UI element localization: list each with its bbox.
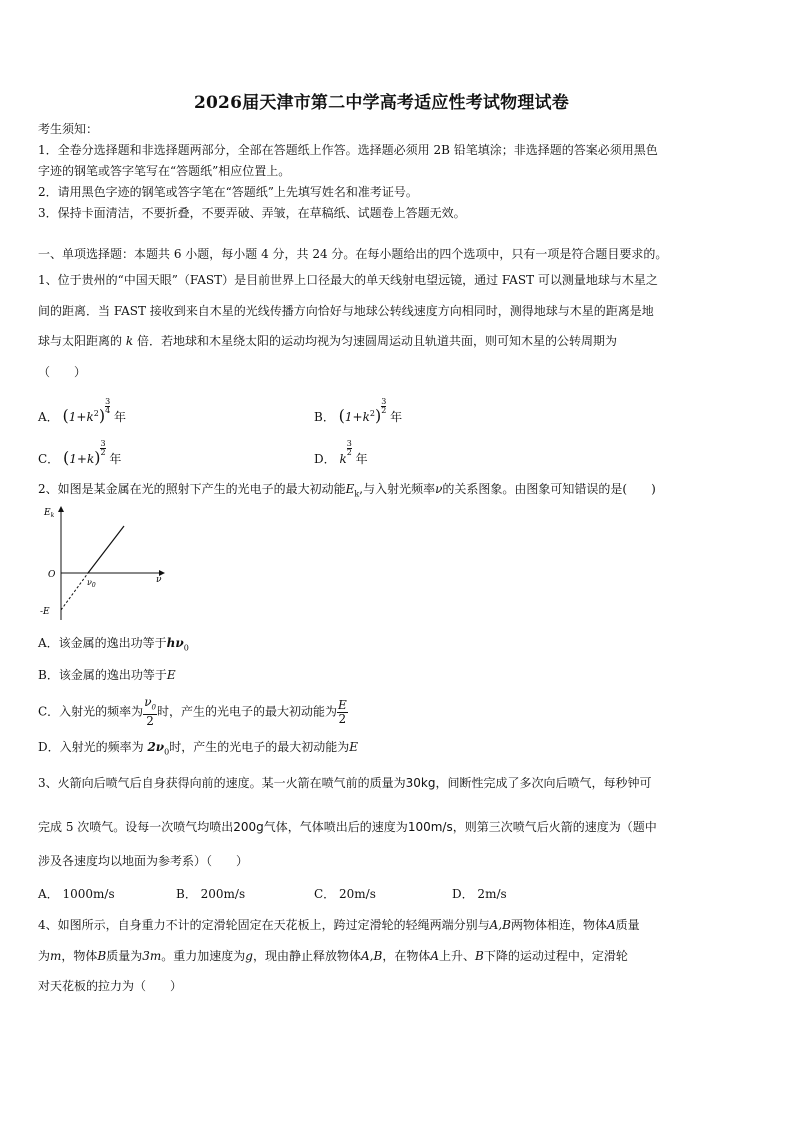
q1-k: k bbox=[125, 334, 134, 348]
q1-option-c-label: C． bbox=[38, 452, 60, 466]
q1-line-3-b: 倍．若地球和木星绕太阳的运动均视为匀速圆周运动且轨道共面，则可知木星的公转周期为 bbox=[136, 334, 617, 348]
q2-stem-b: 与入射光频率 bbox=[363, 482, 436, 496]
q2-nu: ν bbox=[435, 482, 443, 496]
q2-option-c-freq-den: 2 bbox=[146, 714, 154, 729]
q2-option-a-label: A．该金属的逸出功等于 bbox=[38, 636, 167, 650]
q3-line-2 bbox=[38, 818, 657, 835]
q4-a: A bbox=[606, 918, 616, 932]
q4-b-2: B bbox=[475, 949, 484, 963]
q2-option-c[interactable] bbox=[38, 696, 348, 728]
section-heading: 一、单项选择题：本题共 6 小题，每小题 4 分，共 24 分。在每小题给出的四个选项中，只有一项是符合题目要求的。 bbox=[38, 247, 668, 261]
q2-option-d-sub: 0 bbox=[164, 747, 170, 757]
q4-line-1 bbox=[38, 916, 640, 933]
q2-option-c-e-den: 2 bbox=[338, 711, 347, 726]
q1-option-b[interactable]: B． $(1+k^2)$ $^{\frac{3}{2}}$ 年 bbox=[314, 397, 403, 425]
q3-option-a[interactable]: A． 1000m/s bbox=[38, 887, 115, 901]
q2-ek-nu-graph bbox=[36, 502, 176, 628]
q1-option-c-exp-num: 3 bbox=[100, 439, 106, 448]
y-intercept-label: -E bbox=[40, 607, 50, 617]
q3-line-1 bbox=[38, 774, 652, 791]
q1-option-b-exp-den: 2 bbox=[381, 406, 387, 415]
q1-option-a-inner-exp: 2 bbox=[93, 409, 99, 418]
q1-option-c-unit: 年 bbox=[109, 452, 122, 466]
q4-line-2 bbox=[38, 947, 628, 964]
q2-stem: 2、如图是某金属在光的照射下产生的光电子的最大初动能$E_k$,与入射光频率ν的关系图象。由图象可知错误的是( ) bbox=[38, 482, 656, 499]
q1-option-a[interactable]: A． $(1+k^2)$ $^{\frac{3}{4}}$ 年 bbox=[38, 397, 126, 425]
q4-line-2-b: ，物体 bbox=[61, 949, 98, 963]
q2-option-c-e-num: E bbox=[337, 697, 347, 712]
origin-label: O bbox=[48, 570, 56, 580]
q4-line-1-c: 质量 bbox=[615, 918, 640, 932]
ek-line bbox=[88, 526, 124, 573]
q4-line-2-a: 为 bbox=[38, 949, 51, 963]
q2-option-a[interactable] bbox=[38, 634, 189, 652]
q4-line-2-d: 。重力加速度为 bbox=[161, 949, 246, 963]
q2-option-a-expr: hν bbox=[166, 636, 184, 650]
notice-header: 考生须知： bbox=[38, 122, 99, 136]
q3-line-2-b: 气体，气体喷出后的速度为 bbox=[263, 820, 408, 834]
page-title: 2026届天津市第二中学高考适应性考试物理试卷 bbox=[194, 93, 569, 113]
q3-gas-mass: 200g bbox=[233, 820, 264, 834]
q2-stem-a: 2、如图是某金属在光的照射下产生的光电子的最大初动能 bbox=[38, 482, 346, 496]
q2-option-d[interactable] bbox=[38, 738, 358, 756]
ek-line-extension bbox=[61, 573, 88, 610]
q3-mass: 30kg bbox=[405, 776, 436, 790]
q1-option-b-unit: 年 bbox=[390, 410, 403, 424]
q2-option-d-expr: 2ν bbox=[147, 740, 165, 754]
q2-option-c-freq-sub: 0 bbox=[151, 703, 156, 712]
q1-option-c-exp-den: 2 bbox=[100, 448, 106, 457]
q4-3m: 3m bbox=[142, 949, 162, 963]
q4-line-1-b: 两物体相连，物体 bbox=[510, 918, 607, 932]
q1-option-d-exp-num: 3 bbox=[346, 439, 352, 448]
q4-g: g bbox=[245, 949, 253, 963]
q2-option-d-mid: 时，产生的光电子的最大初动能为 bbox=[169, 740, 350, 754]
q1-option-b-label: B． bbox=[314, 410, 335, 424]
q4-line-2-c: 质量为 bbox=[106, 949, 143, 963]
q3-line-1-b: ，间断性完成了多次向后喷气，每秒钟可 bbox=[435, 776, 652, 790]
q1-option-b-exp-num: 3 bbox=[381, 397, 387, 406]
q4-line-2-h: 下降的运动过程中，定滑轮 bbox=[483, 949, 628, 963]
q2-option-c-freq-num: ν bbox=[144, 695, 152, 709]
notice-item-1: 1．全卷分选择题和非选择题两部分，全部在答题纸上作答。选择题必须用 2B 铅笔填涂；非选择题的答案必须用黑色 bbox=[38, 143, 658, 157]
q4-line-2-g: 上升、 bbox=[439, 949, 476, 963]
q4-b: B bbox=[97, 949, 107, 963]
q1-option-d-exp-den: 2 bbox=[346, 448, 352, 457]
q1-option-c[interactable]: C． (1+k) $^{\frac{3}{2}}$ 年 bbox=[38, 439, 122, 467]
q2-ek-sub: k bbox=[354, 489, 360, 499]
q2-option-a-sub: 0 bbox=[183, 643, 189, 653]
q1-option-d-label: D． bbox=[314, 452, 336, 466]
q3-line-3: 涉及各速度均以地面为参考系）（ ） bbox=[38, 854, 249, 868]
q3-line-1-a: 3、火箭向后喷气后自身获得向前的速度。某一火箭在喷气前的质量为 bbox=[38, 776, 406, 790]
notice-item-1-cont: 字迹的钢笔或答字笔写在“答题纸”相应位置上。 bbox=[38, 164, 291, 178]
q1-option-a-exp-num: 3 bbox=[105, 397, 111, 406]
notice-item-3: 3．保持卡面清洁，不要折叠，不要弄破、弄皱，在草稿纸、试题卷上答题无效。 bbox=[38, 206, 466, 220]
q1-option-a-unit: 年 bbox=[113, 410, 126, 424]
q1-line-1: 1、位于贵州的“中国天眼”（FAST）是目前世界上口径最大的单天线射电望远镜，通过 FAST 可以测量地球与木星之 bbox=[38, 273, 658, 287]
notice-item-2: 2．请用黑色字迹的钢笔或答字笔在“答题纸”上先填写姓名和准考证号。 bbox=[38, 185, 418, 199]
q1-option-b-base: 1+k bbox=[344, 410, 370, 424]
q1-option-d-base: k bbox=[339, 452, 347, 466]
q4-m: m bbox=[50, 949, 62, 963]
q2-ek: E bbox=[345, 482, 355, 496]
q3-line-2-a: 完成 5 次喷气。设每一次喷气均喷出 bbox=[38, 820, 234, 834]
q4-ab-2: A,B bbox=[361, 949, 383, 963]
q1-option-b-inner-exp: 2 bbox=[369, 409, 375, 418]
q2-option-b[interactable] bbox=[38, 666, 176, 683]
q2-option-b-expr: E bbox=[166, 668, 176, 682]
q1-option-a-label: A． bbox=[38, 410, 59, 424]
q1-option-a-exp-den: 4 bbox=[105, 406, 111, 415]
q4-line-2-e: ，现由静止释放物体 bbox=[252, 949, 361, 963]
q4-line-2-f: ，在物体 bbox=[382, 949, 431, 963]
x-intercept-label: $\nu_0$ bbox=[87, 578, 96, 589]
q4-line-1-a: 4、如图所示，自身重力不计的定滑轮固定在天花板上，跨过定滑轮的轻绳两端分别与 bbox=[38, 918, 490, 932]
x-axis-label: ν bbox=[156, 575, 162, 585]
q3-line-2-c: ，则第三次喷气后火箭的速度为（题中 bbox=[452, 820, 657, 834]
q4-line-3: 对天花板的拉力为（ ） bbox=[38, 979, 183, 993]
q1-option-d[interactable] bbox=[314, 440, 368, 467]
q2-option-d-e: E bbox=[349, 740, 358, 754]
q2-option-b-label: B．该金属的逸出功等于 bbox=[38, 668, 167, 682]
y-axis-label: $E_k$ bbox=[44, 508, 55, 519]
q2-option-d-pre: D．入射光的频率为 bbox=[38, 740, 148, 754]
q4-a-2: A bbox=[430, 949, 439, 963]
q2-option-c-mid: 时，产生的光电子的最大初动能为 bbox=[156, 704, 337, 719]
q1-line-2: 间的距离．当 FAST 接收到来自木星的光线传播方向恰好与地球公转线速度方向相同时，测得地球与木星的距离是地 bbox=[38, 304, 654, 318]
q1-option-c-base: 1+k bbox=[69, 452, 95, 466]
q2-stem-c: 的关系图象。由图象可知错误的是( ) bbox=[442, 482, 656, 496]
q3-option-b[interactable]: B． 200m/s bbox=[176, 887, 246, 901]
q2-option-c-pre: C．入射光的频率为 bbox=[38, 704, 144, 719]
q3-option-d[interactable]: D． 2m/s bbox=[452, 887, 507, 901]
q3-gas-speed: 100m/s bbox=[407, 820, 453, 834]
q1-option-a-base: 1+k bbox=[68, 410, 94, 424]
q1-line-3-a: 球与太阳距离的 bbox=[38, 334, 123, 348]
q4-ab: A,B bbox=[489, 918, 511, 932]
q1-option-d-unit: 年 bbox=[355, 452, 368, 466]
q1-line-3 bbox=[38, 332, 617, 349]
q3-option-c[interactable]: C． 20m/s bbox=[314, 887, 376, 901]
q1-answer-blank: （ ） bbox=[38, 365, 87, 379]
